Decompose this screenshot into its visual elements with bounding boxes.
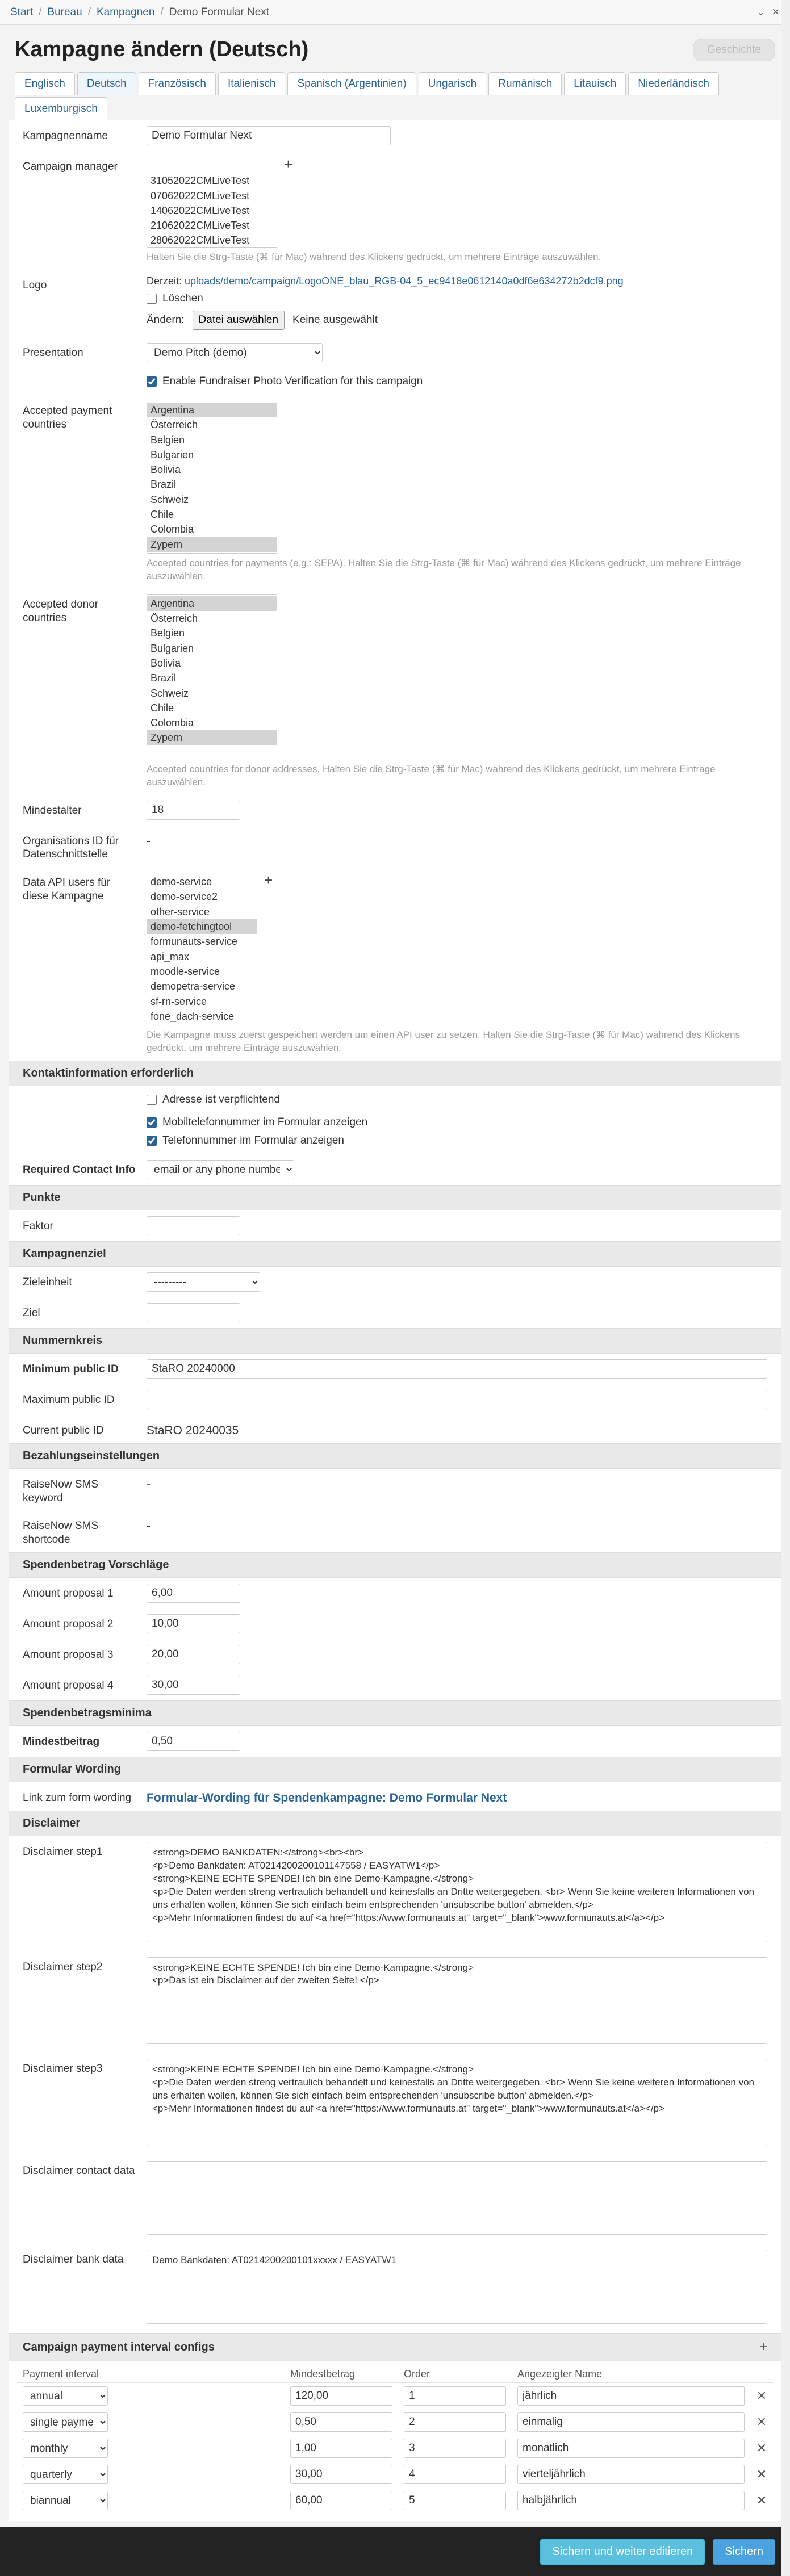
interval-amount-input[interactable] — [290, 2465, 392, 2484]
section-nummernkreis — [9, 1328, 781, 1354]
list-item[interactable]: demopetra-service — [151, 981, 236, 992]
breadcrumb-item-start[interactable]: Start — [10, 6, 34, 18]
amount-proposal-1-input[interactable] — [147, 1584, 240, 1603]
interval-name-input[interactable] — [517, 2439, 745, 2458]
section-title: Disclaimer — [23, 1816, 81, 1829]
field-org-id — [9, 826, 781, 868]
list-item[interactable]: Schweiz — [151, 493, 189, 505]
breadcrumb-separator: / — [39, 6, 42, 18]
field-zieleinheit — [9, 1267, 781, 1297]
field-presentation — [9, 337, 781, 368]
list-item[interactable]: Österreich — [151, 613, 198, 625]
form-wording-link[interactable]: Formular-Wording für Spendenkampagne: Demo Formular Next — [147, 1791, 507, 1804]
section-form-wording — [9, 1757, 781, 1782]
list-item[interactable]: Belgien — [151, 627, 185, 639]
section-title: Campaign payment interval configs — [23, 2340, 215, 2353]
data-api-users-multiselect[interactable] — [147, 873, 257, 1025]
col-display-name: Angezeigter Name — [512, 2365, 750, 2383]
campaign-manager-help: Halten Sie die Strg-Taste (⌘ für Mac) während des Klickens gedrückt, um mehrere Einträge auszuwählen. — [147, 252, 601, 262]
table-header-row — [17, 2365, 773, 2383]
list-item[interactable]: 14062022CMLiveTest — [151, 204, 250, 216]
breadcrumb-separator: / — [160, 6, 164, 18]
field-required-contact-info — [9, 1154, 781, 1185]
close-icon[interactable]: ✕ — [771, 6, 780, 18]
amount-proposal-4-input[interactable] — [147, 1676, 240, 1695]
breadcrumb-separator: / — [87, 6, 91, 18]
field-address-required — [9, 1086, 781, 1113]
list-item[interactable]: Colombia — [151, 523, 194, 535]
tab-rumaenisch[interactable]: Rumänisch — [488, 72, 562, 95]
add-interval-config-icon[interactable]: + — [759, 2339, 767, 2355]
disclaimer-bank-data-textarea[interactable] — [147, 2250, 767, 2324]
col-min-amount: Mindestbetrag — [285, 2365, 398, 2383]
campaign-form — [9, 120, 781, 2521]
section-interval-configs — [9, 2333, 781, 2361]
logo-label: Logo — [23, 279, 47, 291]
fundraiser-photo-spacer — [23, 374, 136, 377]
show-mobile-checkbox[interactable] — [147, 1117, 157, 1128]
current-public-id-label: Current public ID — [23, 1424, 104, 1436]
title-row — [0, 25, 790, 66]
list-item[interactable]: sf-rn-service — [151, 995, 207, 1007]
section-title: Punkte — [23, 1191, 61, 1204]
section-disclaimer — [9, 1811, 781, 1836]
list-item[interactable]: formunauts-service — [151, 936, 238, 948]
history-button[interactable]: Geschichte — [693, 39, 775, 61]
faktor-label: Faktor — [23, 1220, 53, 1232]
address-required-label: Adresse ist verpflichtend — [162, 1093, 280, 1105]
disclaimer-step3-textarea[interactable] — [147, 2059, 767, 2146]
field-show-mobile — [9, 1113, 781, 1132]
tab-englisch[interactable]: Englisch — [15, 72, 75, 95]
col-remove — [750, 2365, 773, 2383]
tab-litauisch[interactable]: Litauisch — [564, 72, 626, 95]
field-ziel — [9, 1297, 781, 1328]
table-row — [17, 2383, 773, 2410]
remove-row-icon[interactable]: ✕ — [756, 2467, 767, 2482]
section-title: Kampagnenziel — [23, 1247, 106, 1260]
data-api-users-label: Data API users für diese Kampagne — [23, 877, 111, 902]
field-current-public-id — [9, 1415, 781, 1443]
disclaimer-step2-textarea[interactable] — [147, 1957, 767, 2045]
field-fundraiser-photo — [9, 368, 781, 395]
field-amount-proposal-3 — [9, 1639, 781, 1670]
disclaimer-contact-data-textarea[interactable] — [147, 2161, 767, 2235]
min-public-id-label: Minimum public ID — [23, 1363, 119, 1375]
list-item[interactable]: Colombia — [151, 717, 194, 729]
table-row — [17, 2461, 773, 2487]
show-phone-checkbox[interactable] — [147, 1136, 157, 1146]
list-item[interactable]: Zypern — [147, 730, 277, 745]
tab-franzoesisch[interactable]: Französisch — [139, 72, 216, 95]
campaign-name-input[interactable] — [147, 126, 391, 145]
max-public-id-label: Maximum public ID — [23, 1393, 115, 1406]
accepted-donor-countries-help: Accepted countries for donor addresses. Halten Sie die Strg-Taste (⌘ für Mac) während des Klickens gedrückt, um mehrere Einträge auszuwählen. — [147, 763, 716, 788]
breadcrumb-item-kampagnen[interactable]: Kampagnen — [96, 6, 155, 18]
amount-proposal-2-label: Amount proposal 2 — [23, 1618, 114, 1630]
remove-row-icon[interactable]: ✕ — [756, 2493, 767, 2508]
breadcrumb-item-bureau[interactable]: Bureau — [47, 6, 82, 18]
interval-amount-input[interactable] — [290, 2386, 392, 2406]
interval-order-input[interactable] — [404, 2412, 506, 2432]
interval-configs-table — [17, 2365, 773, 2514]
page-scrollbar[interactable] — [781, 0, 790, 2576]
sms-shortcode-label: RaiseNow SMS shortcode — [23, 1520, 99, 1546]
presentation-label: Presentation — [23, 346, 83, 359]
min-amount-input[interactable] — [147, 1732, 240, 1751]
ziel-label: Ziel — [23, 1306, 40, 1319]
sms-keyword-label: RaiseNow SMS keyword — [23, 1478, 99, 1504]
ziel-input[interactable] — [147, 1303, 240, 1322]
amount-proposal-1-label: Amount proposal 1 — [23, 1587, 114, 1599]
amount-proposal-4-label: Amount proposal 4 — [23, 1679, 114, 1691]
logo-clear-label: Löschen — [162, 292, 203, 304]
logo-current-prefix: Derzeit: — [147, 275, 182, 287]
remove-row-icon[interactable]: ✕ — [756, 2415, 767, 2430]
breadcrumb-current: Demo Formular Next — [169, 6, 270, 18]
field-disclaimer-step1 — [9, 1836, 781, 1951]
remove-row-icon[interactable]: ✕ — [756, 2389, 767, 2403]
section-title: Nummernkreis — [23, 1334, 103, 1347]
show-mobile-spacer — [23, 1115, 136, 1118]
add-data-api-user-icon[interactable]: + — [264, 872, 273, 889]
list-item[interactable]: moodle-service — [151, 965, 220, 977]
accepted-payment-countries-label: Accepted payment countries — [23, 404, 112, 430]
list-item[interactable]: Brazil — [151, 672, 177, 684]
data-api-users-help: Die Kampagne muss zuerst gespeichert werden um einen API user zu setzen. Halten Sie die Strg-Taste (⌘ für Mac) während des Klickens gedrückt, um mehrere Einträge auszuwählen. — [147, 1029, 741, 1054]
campaign-manager-label: Campaign manager — [23, 161, 118, 173]
list-item[interactable]: Argentina — [147, 596, 277, 611]
list-item[interactable]: 07062022CMLiveTest — [151, 190, 250, 202]
field-faktor — [9, 1210, 781, 1241]
presentation-select[interactable] — [147, 343, 323, 362]
list-item[interactable]: Bolivia — [151, 464, 181, 476]
fundraiser-photo-checkbox[interactable] — [147, 376, 157, 387]
zieleinheit-label: Zieleinheit — [23, 1276, 72, 1288]
save-button[interactable]: Sichern — [713, 2539, 775, 2565]
zieleinheit-select[interactable] — [147, 1272, 260, 1292]
list-item[interactable]: 31052022CMLiveTest — [151, 175, 250, 187]
field-logo — [9, 270, 781, 337]
min-amount-label: Mindestbeitrag — [23, 1735, 100, 1748]
section-title: Kontaktinformation erforderlich — [23, 1066, 194, 1079]
list-item[interactable]: Chile — [151, 509, 174, 521]
section-title: Bezahlungseinstellungen — [23, 1449, 160, 1462]
min-age-label: Mindestalter — [23, 804, 82, 816]
col-payment-interval: Payment interval — [17, 2365, 285, 2383]
footer-action-bar — [0, 2527, 790, 2576]
field-sms-shortcode — [9, 1510, 781, 1552]
section-title: Spendenbetrag Vorschläge — [23, 1558, 169, 1571]
interval-name-input[interactable] — [517, 2491, 745, 2510]
list-item[interactable]: fone_dach-service — [151, 1010, 235, 1022]
save-and-continue-button[interactable]: Sichern und weiter editieren — [540, 2539, 705, 2565]
section-contact-info — [9, 1061, 781, 1086]
interval-select[interactable] — [23, 2491, 108, 2510]
field-accepted-donor-countries — [9, 589, 781, 795]
org-id-label: Organisations ID für Datenschnittstelle — [23, 835, 119, 861]
tab-luxemburgisch[interactable]: Luxemburgisch — [15, 97, 107, 120]
chevron-down-icon[interactable]: ⌄ — [756, 6, 765, 18]
field-accepted-payment-countries — [9, 395, 781, 589]
field-max-public-id — [9, 1384, 781, 1415]
field-form-wording-link — [9, 1782, 781, 1811]
list-item[interactable]: 21062022CMLiveTest — [151, 220, 250, 232]
field-amount-proposal-4 — [9, 1670, 781, 1700]
list-item[interactable]: Schweiz — [151, 687, 189, 699]
field-campaign-manager — [9, 151, 781, 270]
field-min-public-id — [9, 1354, 781, 1384]
tab-italienisch[interactable]: Italienisch — [218, 72, 286, 95]
interval-amount-input[interactable] — [290, 2412, 392, 2432]
list-item[interactable]: Zypern — [147, 537, 277, 552]
max-public-id-input[interactable] — [147, 1390, 767, 1409]
interval-select[interactable] — [23, 2465, 108, 2484]
tab-ungarisch[interactable]: Ungarisch — [419, 72, 487, 95]
table-row — [17, 2435, 773, 2461]
section-punkte — [9, 1185, 781, 1210]
interval-name-input[interactable] — [517, 2412, 745, 2432]
breadcrumb — [0, 0, 790, 25]
list-item[interactable]: Brazil — [151, 479, 177, 491]
show-mobile-label: Mobiltelefonnummer im Formular anzeigen — [162, 1116, 368, 1128]
logo-file-status: Keine ausgewählt — [292, 313, 378, 326]
disclaimer-step3-label: Disclaimer step3 — [23, 2063, 103, 2075]
interval-amount-input[interactable] — [290, 2491, 392, 2510]
interval-order-input[interactable] — [404, 2465, 506, 2484]
interval-select[interactable] — [23, 2412, 108, 2432]
section-amount-proposals — [9, 1552, 781, 1578]
list-item[interactable]: Bolivia — [151, 657, 181, 669]
field-min-age — [9, 795, 781, 826]
accepted-donor-countries-multiselect[interactable] — [147, 594, 277, 747]
current-public-id-value: StaRO 20240035 — [147, 1423, 239, 1437]
add-campaign-manager-icon[interactable]: + — [284, 156, 293, 173]
address-required-checkbox[interactable] — [147, 1095, 157, 1105]
interval-amount-input[interactable] — [290, 2439, 392, 2458]
list-item[interactable]: Belgien — [151, 434, 185, 446]
tab-spanisch-argentinien[interactable]: Spanisch (Argentinien) — [287, 72, 416, 95]
list-item[interactable]: Bulgarien — [151, 449, 194, 460]
disclaimer-step1-label: Disclaimer step1 — [23, 1845, 103, 1858]
field-sms-keyword — [9, 1469, 781, 1511]
interval-select[interactable] — [23, 2386, 108, 2406]
field-amount-proposal-1 — [9, 1578, 781, 1609]
language-tabs — [0, 66, 790, 120]
section-title: Spendenbetragsminima — [23, 1706, 152, 1719]
campaign-manager-multiselect[interactable] — [147, 157, 277, 248]
field-disclaimer-contact-data — [9, 2155, 781, 2244]
list-item[interactable]: Chile — [151, 702, 174, 714]
field-campaign-name — [9, 120, 781, 151]
org-id-value: - — [147, 834, 151, 848]
interval-select[interactable] — [23, 2439, 108, 2458]
faktor-input[interactable] — [147, 1216, 240, 1235]
list-item[interactable]: Bulgarien — [151, 642, 194, 654]
list-item[interactable]: demo-service — [151, 876, 212, 888]
disclaimer-step2-label: Disclaimer step2 — [23, 1961, 103, 1973]
table-row — [17, 2409, 773, 2435]
section-kampagnenziel — [9, 1241, 781, 1267]
section-bezahlungseinstellungen — [9, 1443, 781, 1469]
field-disclaimer-bank-data — [9, 2244, 781, 2333]
field-disclaimer-step2 — [9, 1951, 781, 2054]
sms-keyword-value: - — [147, 1477, 151, 1491]
show-phone-spacer — [23, 1133, 136, 1136]
col-order: Order — [398, 2365, 512, 2383]
address-required-spacer — [23, 1092, 136, 1095]
amount-proposal-3-input[interactable] — [147, 1645, 240, 1664]
logo-current-file-link[interactable]: uploads/demo/campaign/LogoONE_blau_RGB-04_5_ec9418e0612140a0df6e634272b2dcf9.png — [185, 275, 624, 287]
table-row — [17, 2487, 773, 2514]
tab-niederlaendisch[interactable]: Niederländisch — [628, 72, 719, 95]
logo-clear-checkbox[interactable] — [147, 294, 157, 304]
page-title: Kampagne ändern (Deutsch) — [15, 37, 309, 61]
logo-file-button[interactable]: Datei auswählen — [193, 311, 285, 330]
amount-proposal-3-label: Amount proposal 3 — [23, 1648, 114, 1661]
disclaimer-bank-data-label: Disclaimer bank data — [23, 2254, 124, 2266]
list-item[interactable]: other-service — [151, 906, 210, 918]
interval-order-input[interactable] — [404, 2386, 506, 2406]
list-item[interactable]: demo-service2 — [151, 891, 218, 903]
logo-change-label: Ändern: — [147, 313, 185, 326]
disclaimer-contact-data-label: Disclaimer contact data — [23, 2164, 135, 2177]
accepted-payment-countries-multiselect[interactable] — [147, 401, 277, 554]
accepted-payment-countries-help: Accepted countries for payments (e.g.: SEPA). Halten Sie die Strg-Taste (⌘ für Mac) während des Klickens gedrückt, um mehrere Einträge auszuwählen. — [147, 557, 741, 581]
field-data-api-users — [9, 867, 781, 1061]
field-show-phone — [9, 1132, 781, 1154]
interval-name-input[interactable] — [517, 2465, 745, 2484]
accepted-donor-countries-label: Accepted donor countries — [23, 598, 99, 624]
min-public-id-input[interactable] — [147, 1359, 767, 1379]
interval-name-input[interactable] — [517, 2386, 745, 2406]
list-item[interactable]: demo-fetchingtool — [147, 919, 257, 934]
amount-proposal-2-input[interactable] — [147, 1614, 240, 1633]
tab-deutsch[interactable]: Deutsch — [77, 72, 136, 95]
list-item[interactable]: Österreich — [151, 419, 198, 431]
sms-shortcode-value: - — [147, 1519, 151, 1533]
list-item[interactable]: 28062022CMLiveTest — [151, 234, 250, 246]
field-disclaimer-step3 — [9, 2053, 781, 2155]
disclaimer-step1-textarea[interactable] — [147, 1842, 767, 1942]
remove-row-icon[interactable]: ✕ — [756, 2441, 767, 2456]
section-title: Formular Wording — [23, 1762, 121, 1775]
field-min-amount — [9, 1726, 781, 1757]
interval-order-input[interactable] — [404, 2491, 506, 2510]
campaign-name-label: Kampagnenname — [23, 130, 108, 142]
interval-order-input[interactable] — [404, 2439, 506, 2458]
form-wording-link-label: Link zum form wording — [23, 1791, 132, 1804]
list-item[interactable]: api_max — [151, 950, 190, 962]
min-age-input[interactable] — [147, 801, 240, 820]
fundraiser-photo-label: Enable Fundraiser Photo Verification for this campaign — [162, 375, 423, 387]
required-contact-info-select[interactable] — [147, 1160, 294, 1179]
section-min-amount — [9, 1700, 781, 1726]
show-phone-label: Telefonnummer im Formular anzeigen — [162, 1134, 344, 1146]
list-item[interactable]: Argentina — [147, 403, 277, 417]
required-contact-info-label: Required Contact Info — [23, 1163, 136, 1176]
field-amount-proposal-2 — [9, 1609, 781, 1639]
